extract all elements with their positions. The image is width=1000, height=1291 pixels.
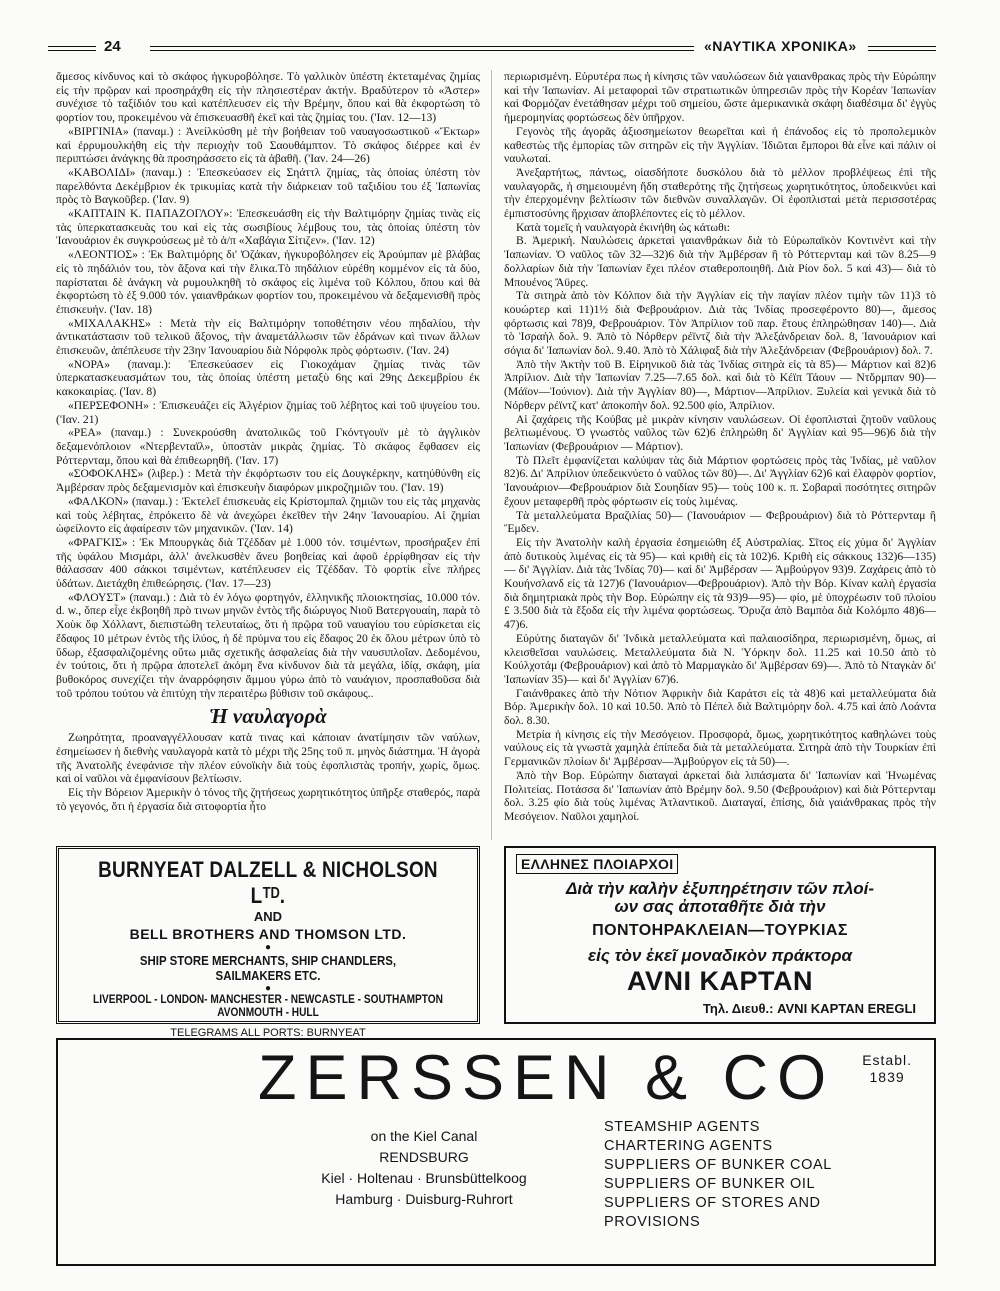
zerssen-location-1: on the Kiel Canal: [370, 1128, 478, 1144]
left-paragraph: «ΦΛΟΥΣΤ» (παναμ.) : Διὰ τὸ ἐν λόγω φορτηγόν, ἑλληνικῆς πλοιοκτησίας, 10.000 τόν. d. w., ὅπερ εἶχε ἐκβοηθῆ πρὸ τινων μηνῶν ἐντὸς τῆς διώρυγος Νιοῦ Βατεργουαίη, παρὰ τὸ Χοὺκ ὄφ Χόλλαντ, διεπιστώθη τελευταίως, ὅτι ἡ πρῷρα τοῦ ναυαγίου του εὑρίσκεται εἰς ἔδαφος 10 μέτρων ἐντὸς τῆς ἰλύος, ἡ δὲ πρύμνα του εἰς ἔδαφος 20 ἐκ ὄλου μέτρων ὑπὸ τὸ ὕδωρ, ἐξασφαλιζομένης οὕτω μιᾶς σχετικῆς ἀσφαλείας διὰ τὴν ναυσιπλοΐαν. Δεδομένου, ἐν τούτοις, ὅτι ἡ πρῷρα ἀποτελεῖ ἀκόμη ἕνα κίνδυνον διὰ τὰ μεγάλα, ἰδίᾳ, σκάφη, μία βυθοκόρος συνεχίζει τὴν ἀναρρόφησιν ἄμμου γύρω ἀπὸ τὸ ναυάγιον, προσπαθοῦσα διὰ τοῦ τρόπου τούτου νὰ ἐπιτύχη τὴν περαιτέρω βύθισιν τοῦ σκάφους..: [56, 590, 480, 700]
burnyeat-telegrams: TELEGRAMS ALL PORTS: BURNYEAT: [170, 1027, 366, 1039]
burnyeat-company-name: BURNYEAT DALZELL & NICHOLSON Lᵀᴰ.: [98, 857, 438, 908]
right-column: [504, 70, 936, 824]
zerssen-service: CHARTERING AGENTS: [604, 1138, 773, 1154]
avni-agent-name: AVNI KAPTAN: [627, 966, 813, 996]
right-paragraph: Γαιάνθρακες ἀπὸ τὴν Νότιον Ἀφρικὴν διὰ Καράτσι εἰς τὰ 48)6 καὶ μεταλλεύματα διὰ Βόρ. Ἀμερικὴν δολ. 10 καὶ 10.50. Ἀπὸ τὸ Πέπελ διὰ Βαλτιμόρην δολ. 4.75 καὶ ἀπὸ Λοάντα δολ. 8.30.: [504, 686, 936, 728]
right-paragraph: Μετρία ἡ κίνησις εἰς τὴν Μεσόγειον. Προσφορά, ὅμως, χωρητικότητος καθηλώνει τοὺς ναύλους εἰς τὰ γνωστὰ χαμηλὰ ἐπίπεδα διὰ τὰ μεταλλεύματα. Σιτηρὰ ἀπὸ τὴν Τουρκίαν ἐπὶ Γερμανικῶν πλοίων δι' Ἀμβέρσαν—Ἀμβούργον εἰς τὰ 50)—.: [504, 727, 936, 769]
established-label: Establ.: [862, 1052, 912, 1068]
right-paragraph: Β. Ἀμερική. Ναυλώσεις ἀρκεταὶ γαιανθράκων διὰ τὸ Εὐρωπαϊκὸν Κοντινὲντ καὶ τὴν Ἰαπωνίαν. Ὁ ναῦλος τῶν 32—32)6 διὰ τὴν Ἀμβέρσαν ἢ τὸ Ρόττερνταμ καὶ τῶν 8.25—9 δολλαρίων διὰ τὴν Ἰαπωνίαν ἔχει πλέον σταθεροποιηθῆ. Διὰ Ρίον δολ. 5 καὶ 43)— διὰ τὸ Μπουένος Ἄϋρες.: [504, 234, 936, 289]
market-paragraph: Εἰς τὴν Βόρειον Ἀμερικὴν ὁ τόνος τῆς ζητήσεως χωρητικότητος ὑπῆρξε σταθερός, παρὰ τὸ γεγονός, ὅτι ἡ ἐργασία διὰ σιτοφορτία ἦτο: [56, 786, 480, 813]
avni-line-1: [506, 880, 934, 916]
avni-line-1b: ων σας ἀποταθῆτε διὰ τὴν: [614, 897, 826, 916]
avni-agent-line: εἰς τὸν ἐκεῖ μοναδικὸν πράκτορα: [587, 946, 853, 965]
right-paragraph: Τὸ Πλεῖτ ἐμφανίζεται καλύψαν τὰς διὰ Μάρτιον φορτώσεις πρὸς τὰς Ἰνδίας, μὲ ναῦλον 82)6. Δι' Ἀπρίλιον ὑπεδεικνύετο ὁ ναῦλος τῶν 80)—. Δι' Ἀγγλίαν 62)6 καὶ ἐλαφρὸν φορτίον, Ἰανουάριον—Φεβρουάριον διὰ Σουηδίαν 95)— τοὺς 100 κ. π. Σοβαραὶ ποσότητες σιτηρῶν ἔχουν μεταφερθῆ πρὸς φόρτωσιν εἰς τοὺς λιμένας.: [504, 453, 936, 508]
right-paragraph: Γεγονὸς τῆς ἀγορᾶς ἀξιοσημείωτον θεωρεῖται καὶ ἡ ἐπάνοδος εἰς τὸ προπολεμικὸν καθεστὼς τῆς ἐμπορίας τῶν σιτηρῶν εἰς τὴν Ἀγγλίαν. Ἰδιῶται ἔμποροι θὰ εἶνε καὶ πάλιν οἱ ναυλωταί.: [504, 124, 936, 166]
avni-heading: ΕΛΛΗΝΕΣ ΠΛΟΙΑΡΧΟΙ: [516, 854, 678, 874]
right-paragraph: Εὐρύτης διαταγῶν δι' Ἰνδικὰ μεταλλεύματα καὶ παλαιοσίδηρα, περιωρισμένη, ὅμως, αἱ κλεισθεῖσαι ναυλώσεις. Μεταλλεύματα διὰ Ν. Ὑόρκην δολ. 11.25 καὶ 10.50 ἀπὸ τὸ Κούλχοτάμ (Φεβρουάριον) καὶ ἀπὸ τὸ Μαρμαγκὰο δι' Ἀμβέρσαν 69)—. Ἀπὸ τὸ Νταγκὰν δι' Ἰαπωνίαν 35)— καὶ δι' Ἀγγλίαν 67)6.: [504, 631, 936, 686]
right-paragraph: Τὰ σιτηρὰ ἀπὸ τὸν Κόλπον διὰ τὴν Ἀγγλίαν εἰς τὴν παγίαν πλέον τιμὴν τῶν 11)3 τὸ κουώρτερ καὶ 11)1½ διὰ Φεβρουάριον. Διὰ τὰς Ἰνδίας προσεφέροντο 80)—, ἄμεσος φόρτωσις καὶ 78)9, Φεβρουάριον. Τὸν Ἀπρίλιον τοῦ παρ. ἔτους ἐπληρώθησαν 140)—. Διὰ τὸ Ἰσραὴλ δολ. 9. Ἀπὸ τὸ Νόρθερν ρέϊντζ διὰ τὴν Ἀλεξάνδρειαν δολ. 8, Ἰανουάριον καὶ σόγια δι' Ἰαπωνίαν δολ. 9.40. Ἀπὸ τὸ Χάλιφαξ διὰ τὴν Ἀλεξάνδρειαν (Φεβρουάριον) δολ. 7.: [504, 289, 936, 358]
right-paragraph: Ἀνεξαρτήτως, πάντως, οἱασδήποτε δυσκόλου διὰ τὸ μέλλον προβλέψεως ἐπὶ τῆς ναυλαγορᾶς, ἡ σημειουμένη ἤδη σταθερότης τῆς ζητήσεως χωρητικότητος, ὑποδεικνύει καὶ τὴν ἐπερχομένην βελτίωσιν τῶν διεθνῶν συναλλαγῶν. Οἱ ἐφοπλισταὶ μετὰ περισσοτέρας ἐμπιστοσύνης ἤρχισαν ἀποβλέποντες εἰς τὸ μέλλον.: [504, 165, 936, 221]
left-column: [56, 70, 480, 814]
burnyeat-ports-2: AVONMOUTH - HULL: [217, 1007, 319, 1019]
left-paragraph: «ΚΑΒΟΛΙΔΙ» (παναμ.) : Ἐπεσκεύασεν εἰς Σηάττλ ζημίας, τὰς ὁποίας ὑπέστη τὸν παρελθόντα Δεκέμβριον ἐκ τρικυμίας κατὰ τὴν διάρκειαν τοῦ ταξιδίου του ἐξ Ἰαπωνίας πρὸς τὸ Βαγκοῦβερ. ('Ιαν. 9): [56, 165, 480, 207]
avni-line-1a: Διὰ τὴν καλὴν ἐξυπηρέτησιν τῶν πλοί-: [565, 879, 875, 898]
page-number: 24: [104, 38, 121, 55]
column-divider: [491, 70, 492, 840]
zerssen-location-2: RENDSBURG: [379, 1149, 469, 1165]
right-paragraph: Κατὰ τομεῖς ἡ ναυλαγορὰ ἐκινήθη ὡς κάτωθι:: [516, 220, 730, 234]
zerssen-service: SUPPLIERS OF STORES AND: [604, 1195, 821, 1211]
header-rule-middle: [150, 46, 694, 51]
right-paragraph: Ἀπὸ τὴν Βορ. Εὐρώπην διαταγαὶ ἀρκεταὶ διὰ λιπάσματα δι' Ἰαπωνίαν καὶ Ἡνωμένας Πολιτείας. Ποτάσσα δι' Ἰαπωνίαν ἀπὸ Βρέμην δολ. 9.50 (Φεβρουάριον) καὶ διὰ Ρόττερνταμ δολ. 3.25 φίο διὰ τοὺς λιμένας Ἀτλαντικοῦ. Διαταγαί, ἐπίσης, διὰ γαιάνθρακας πρὸς τὴν Μεσόγειον. Ναῦλοι χαμηλοί.: [504, 768, 936, 823]
left-paragraph: «ΡΕΑ» (παναμ.) : Συνεκρούσθη ἀνατολικῶς τοῦ Γκόντγουϊν μὲ τὸ ἀγγλικὸν δεξαμενόπλοιον «Ντερβενταϊλ», ὑποστὰν μικρὰς ζημίας. Τὸ σκάφος ἔφθασεν εἰς Ρόττερνταμ, ὅπου καὶ θὰ ἐπιθεωρηθῆ. ('Ιαν. 17): [56, 426, 480, 467]
right-paragraph: Εἰς τὴν Ἀνατολὴν καλὴ ἐργασία ἐσημειώθη ἐξ Αὐστραλίας. Σῖτος εἰς χύμα δι' Ἀγγλίαν ἀπὸ δυτικοὺς λιμένας εἰς τὰ 95)— καὶ κριθὴ εἰς τὰ 102)6. Κριθὴ εἰς σάκκους 132)6—135)— δι' Ἀγγλίαν. Διὰ τὰς Ἰνδίας 70)— καὶ δι' Ἀμβέρσαν — Ἀμβούργον 93)9. Ζαχάρεις ἀπὸ τὸ Κουήνσλανδ εἰς τὰ 127)6 (Ἰανουάριον—Φεβρουάριον). Ἀπὸ τὴν Βόρ. Κίναν καλὴ ἐργασία διὰ δημητριακὰ πρὸς τὴν Βορ. Εὐρώπην εἰς τὰ 93)9—95)— φίο, μὲ ὑποχρέωσιν τοῦ πλοίου £ 3.500 διὰ τὰ ἔξοδα εἰς τὴν λιμένα φορτώσεως. Ὄρυζα ἀπὸ Βαμπὸα διὰ Κολόμπο 48)6—47)6.: [504, 535, 936, 632]
right-paragraph: περιωρισμένη. Εὐρυτέρα πως ἡ κίνησις τῶν ναυλώσεων διὰ γαιανθρακας πρὸς τὴν Εὐρώπην καὶ τὴν Ἰαπωνίαν. Αἱ μεταφοραὶ τῶν στρατιωτικῶν ὑπηρεσιῶν πρὸς τὴν Κορέαν Ἰαπωνίαν καὶ Φορμόζαν ἐνετάθησαν μέχρι τοῦ σημείου, ὥστε ἀμερικανικὰ σκάφη διαθέσιμα δι' ἐγγὺς ἡμερομηνίας φορτώσεως δὲν ὑπῆρχον.: [504, 70, 936, 125]
market-paragraph: Ζωηρότητα, προαναγγέλλουσαν κατὰ τινας καὶ κάποιαν ἀνατίμησιν τῶν ναύλων, ἐσημείωσεν ἡ διεθνὴς ναυλαγορὰ κατὰ τὸ μέχρι τῆς 25ης τοῦ π. μηνὸς διάστημα. Ἡ ἀγορὰ τῆς Ἀνατολῆς ἐνεφάνισε τὴν πλέον εὐνοϊκὴν διὰ τοὺς ἐφοπλιστὰς τροπήν, χωρίς, ὅμως. καὶ οἱ ναῦλοι νὰ ἐμφανίσουν βελτίωσιν.: [56, 731, 480, 786]
left-paragraph: ἄμεσος κίνδυνος καὶ τὸ σκάφος ἠγκυροβόλησε. Τὸ γαλλικὸν ὑπέστη ἐκτεταμένας ζημίας εἰς τὴν πρῷραν καὶ προσηράχθη εἰς τὴν πλησιεστέραν ἀκτήν. Βραδύτερον τὸ «Ἀστερ» συνέχισε τὸ ταξίδιόν του καὶ κατέπλευσεν εἰς τὴν Βρέμην, ὅπου καὶ θὰ ἐκφορτώση τὸ φορτίον του, προκειμένου νὰ ἐπισκευασθῆ ἐκεῖ καὶ τὰς ζημίας του. ('Ιαν. 12—13): [56, 70, 480, 125]
right-paragraph: Αἱ ζαχάρεις τῆς Κούβας μὲ μικρὰν κίνησιν ναυλώσεων. Οἱ ἐφοπλισταὶ ζητοῦν ναῦλους βελτιωμένους. Ὁ γνωστὸς ναῦλος τῶν 62)6 ἐπληρώθη δι' Ἀγγλίαν καὶ 95—96)6 διὰ τὴν Ἰαπωνίαν (Φεβρουάριον — Μάρτιον).: [504, 412, 936, 453]
left-paragraph: «ΜΙΧΑΛΑΚΗΣ» : Μετὰ τὴν εἰς Βαλτιμόρην τοποθέτησιν νέου πηδαλίου, τὴν ἀντικατάστασιν τοῦ τελικοῦ ἄξονος, τὴν ἀναμετάλλωσιν τῶν ἑδράνων καὶ τινων ἄλλων ἐπισκευῶν, ἀπέπλευσε τὴν 23ην Ἰανουαρίου διὰ Νόρφολκ πρὸς φόρτωσιν. ('Ιαν. 24): [56, 316, 480, 358]
bell-brothers-name: BELL BROTHERS AND THOMSON LTD.: [129, 926, 407, 942]
left-paragraph: «ΚΑΠΤΑΙΝ Κ. ΠΑΠΑΖΟΓΛΟΥ»: Ἐπεσκευάσθη εἰς τὴν Βαλτιμόρην ζημίας τινὰς εἰς τὰς ὑπερκατασκευὰς του καὶ εἰς τὰς σωσιβίους λέμβους του, τὰς ὁποίας ὑπέστη τὸν Ἰανουάριον ἐκ συγκρούσεως μὲ τὸ ἀ/π «Χαβάγια Σίτιζεν». ('Ιαν. 12): [56, 207, 480, 248]
magazine-title: «ΝΑΥΤΙΚΑ ΧΡΟΝΙΚΑ»: [704, 38, 857, 54]
established-year: 1839: [869, 1069, 905, 1085]
burnyeat-services-2: SAILMAKERS ETC.: [215, 968, 321, 983]
left-paragraph: «ΦΑΛΚΟΝ» (παναμ.) : Ἐκτελεῖ ἐπισκευὰς εἰς Κρίστομπαλ ζημιῶν του εἰς τὰς μηχανὰς καὶ τοὺς λέβητας, ἐπρόκειτο δὲ νὰ ἀνεχώρει ἐκεῖθεν τὴν 24ην Ἰανουαρίου. Αἱ ζημίαι ὠφείλοντο εἰς ἀφαίρεσιν τῶν μηχανικῶν. ('Ιαν. 14): [56, 494, 480, 536]
right-paragraph: Τὰ μεταλλεύματα Βραζιλίας 50)— (Ἰανουάριον — Φεβρουάριον) διὰ τὸ Ρόττερνταμ ἢ Ἔμδεν.: [504, 508, 936, 536]
zerssen-location-3: Kiel · Holtenau · Brunsbüttelkoog: [321, 1170, 527, 1186]
left-paragraph: «ΣΟΦΟΚΛΗΣ» (λιβερ.) : Μετὰ τὴν ἐκφόρτωσιν του εἰς Δουγκέρκην, κατηύθύνθη εἰς Ἀμβέρσαν πρὸς δεξαμενισμὸν καὶ ἐπισκευὴν διαφόρων μικροζημιῶν του. ('Ιαν. 19): [56, 467, 480, 495]
zerssen-advertisement: [56, 1038, 936, 1266]
avni-telegraph: Τηλ. Διευθ.: AVNI KAPTAN EREGLI: [702, 1001, 916, 1016]
zerssen-services: [604, 1118, 832, 1232]
zerssen-service: PROVISIONS: [604, 1214, 701, 1230]
page-header: [48, 38, 936, 62]
left-paragraph: «ΒΙΡΓΙΝΙΑ» (παναμ.) : Ἀνείλκύσθη μὲ τὴν βοήθειαν τοῦ ναυαγοσωστικοῦ «Ἔκτωρ» καὶ ἐρρυμουλκήθη εἰς τὴν περιοχὴν τοῦ Σαουθάμπτον. Τὸ σκάφος διέρρεε καὶ ἐν περιπτώσει ἀνάγκης θὰ προσηράσσετο εἰς τὰ ἀβαθῆ. ('Ιαν. 24—26): [56, 124, 480, 166]
header-rule-right: [868, 46, 936, 51]
zerssen-service: SUPPLIERS OF BUNKER COAL: [604, 1157, 832, 1173]
zerssen-location-4: Hamburg · Duisburg-Ruhrort: [335, 1191, 513, 1207]
burnyeat-and: AND: [253, 909, 283, 924]
burnyeat-services: SHIP STORE MERCHANTS, SHIP CHANDLERS,: [139, 953, 397, 968]
left-paragraph: «ΦΡΑΓΚΙΣ» : Ἐκ Μπουργκὰς διὰ Τζέδδαν μὲ 1.000 τόν. τσιμέντων, προσήραξεν ἐπὶ τῆς ὑφάλου Μισμάρι, ἀλλ' ἀνελκυσθὲν ἄνευ βοηθείας καὶ ἀφοῦ ἐρρίφθησαν εἰς τὴν θάλασσαν 400 σάκκοι τσιμέντων, κατέπλευσεν εἰς Τζέδδαν. Τὸ φορτίκ εἶνε πλήρες ὑδάτων. Διετάχθη ἐπιθεώρησις. ('Ιαν. 17—23): [56, 535, 480, 591]
burnyeat-ports: LIVERPOOL - LONDON- MANCHESTER - NEWCASTLE - SOUTHAMPTON: [93, 994, 443, 1006]
zerssen-name: ZERSSEN & CO: [258, 1043, 836, 1113]
left-paragraph: «ΝΟΡΑ» (παναμ.): Ἐπεσκεύασεν εἰς Γιοκοχάμαν ζημίας τινὰς τῶν ὑπερκατασκευασμάτων του, τὰς ὁποίας ὑπέστη μεταξὺ 6ης καὶ 29ης Δεκεμβρίου ἐκ κακοκαιρίας. ('Ιαν. 8): [56, 357, 480, 399]
avni-kaptan-advertisement: [504, 846, 936, 1024]
bullet-icon: ●: [264, 942, 272, 953]
zerssen-established: [862, 1052, 912, 1086]
zerssen-service: STEAMSHIP AGENTS: [604, 1119, 760, 1135]
zerssen-service: SUPPLIERS OF BUNKER OIL: [604, 1176, 816, 1192]
bullet-icon: ●: [264, 983, 272, 994]
zerssen-locations: [274, 1126, 574, 1210]
right-paragraph: Ἀπὸ τὴν Ἀκτὴν τοῦ Β. Εἰρηνικοῦ διὰ τὰς Ἰνδίας σιτηρὰ εἰς τὰ 85)— Μάρτιον καὶ 82)6 Ἀπρίλιον. Διὰ τὴν Ἰαπωνίαν 7.25—7.65 δολ. καὶ διὰ τὸ Κέϊπ Τάουν — Ντὄρμπαν 90)— (Μάϊον—Ἰούνιον). Διὰ τὴν Ἀγγλίαν 80)—, Μάρτιον—Ἀπρίλιον. Ξυλεία καὶ γενικὰ διὰ τὸ Νόρθερν ρέϊντζ κατ' ἀποκοπὴν δολ. 92.500 φίο, Ἀπρίλιον.: [504, 357, 936, 412]
section-title: Ἡ ναυλαγορὰ: [209, 704, 327, 729]
avni-location: ΠΟΝΤΟΗΡΑΚΛΕΙΑΝ—ΤΟΥΡΚΙΑΣ: [592, 922, 848, 939]
burnyeat-advertisement: [56, 846, 480, 1039]
left-paragraph: «ΠΕΡΣΕΦΟΝΗ» : Ἐπισκευάζει εἰς Ἀλγέριον ζημίας τοῦ λέβητος καὶ τοῦ ψυγείου του. ('Ιαν. 21): [56, 398, 480, 426]
header-rule-left: [48, 46, 96, 51]
left-paragraph: «ΛΕΟΝΤΙΟΣ» : Ἐκ Βαλτιμόρης δι' Ὀζάκαν, ἠγκυροβόλησεν εἰς Ἀρούμπαν μὲ βλάβας εἰς τὸ πηδάλιόν του, τὸν ἄξονα καὶ τὴν ἕλικα.Τὸ πηδάλιον εὑρέθη κομμένον εἰς τὰ δύο, παρίσταται δὲ ἀνάγκη νὰ ρυμουλκηθῆ τὸ σκάφος εἰς λιμένα τοῦ Κόλπου, ὅπου καὶ θὰ ἐκφορτώση τὸ ἐξ 9.000 τόν. γαιανθράκων φορτίον του, προκειμένου νὰ δεξαμενισθῆ πρὸς ἐπισκευήν. ('Ιαν. 18): [56, 248, 480, 316]
